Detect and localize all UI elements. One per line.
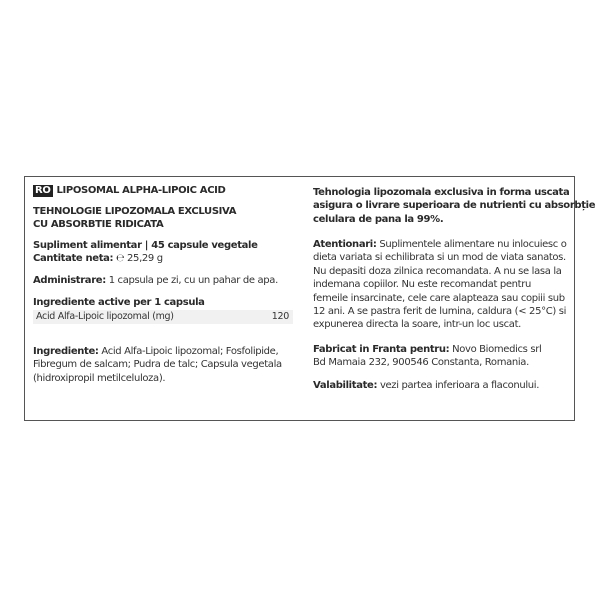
admin-label: Administrare: (33, 275, 106, 286)
ingredients (33, 345, 282, 385)
validity (313, 379, 539, 392)
intro-line: asigura o livrare superioara de nutrienti cu absorbție (313, 200, 596, 212)
tagline-line: TEHNOLOGIE LIPOZOMALA EXCLUSIVA (33, 206, 237, 217)
manufacturer (313, 343, 541, 370)
maker-line: Novo Biomedics srl (449, 344, 542, 355)
intro-line: celulara de pana la 99%. (313, 213, 444, 225)
ingredients-line: Acid Alfa-Lipoic lipozomal; Fosfolipide, (98, 346, 279, 357)
ingredient-name: Acid Alfa-Lipoic lipozomal (mg) (36, 311, 174, 322)
warnings-line: femeile insarcinate, cele care alapteaza sau copiii sub (313, 292, 565, 304)
supplement-line: Supliment alimentar | 45 capsule vegetale (33, 240, 258, 251)
ingredient-amount: 120 (271, 311, 289, 322)
tagline-line: CU ABSORBTIE RIDICATA (33, 219, 164, 231)
active-heading-text: Ingrediente active per 1 capsula (33, 297, 205, 308)
ingredients-line: Fibregum de salcam; Pudra de talc; Capsula vegetala (33, 359, 282, 371)
warnings (313, 238, 567, 332)
active-heading (33, 296, 205, 309)
language-badge: RO (35, 185, 51, 196)
warnings-line: indemana copiilor. Nu este recomandat pentru (313, 279, 531, 291)
ingredients-label: Ingrediente: (33, 346, 99, 357)
intro (313, 186, 595, 226)
warnings-line: dieta variata si echilibrata si un mod de viata sanatos. (313, 252, 566, 264)
warnings-line: Suplimentele alimentare nu inlocuiesc o (376, 239, 567, 250)
product-title (33, 184, 226, 197)
warnings-line: Nu depasiti doza zilnica recomandata. A nu se lasa la (313, 265, 562, 277)
administration (33, 274, 278, 287)
tagline (33, 205, 236, 232)
net-value: ℮ 25,29 g (116, 253, 163, 265)
warnings-line: expunerea directa la soare, intr-un loc uscat. (313, 319, 521, 331)
ingredients-line: (hidroxipropil metilceluloza). (33, 372, 166, 384)
table-row (33, 310, 293, 324)
validity-text: vezi partea inferioara a flaconului. (377, 380, 540, 391)
intro-line: Tehnologia lipozomala exclusiva in forma uscata (313, 187, 570, 198)
warnings-label: Atentionari: (313, 239, 377, 250)
admin-text: 1 capsula pe zi, cu un pahar de apa. (108, 275, 278, 286)
warnings-line: 12 ani. A se pastra ferit de lumina, caldura (< 25°C) si (313, 306, 567, 318)
net-label: Cantitate neta: (33, 253, 114, 265)
validity-label: Valabilitate: (313, 380, 378, 391)
maker-line: Bd Mamaia 232, 900546 Constanta, Romania. (313, 357, 529, 369)
supplement-info (33, 239, 258, 266)
product-name: LIPOSOMAL ALPHA-LIPOIC ACID (56, 185, 226, 196)
maker-label: Fabricat in Franta pentru: (313, 344, 450, 355)
